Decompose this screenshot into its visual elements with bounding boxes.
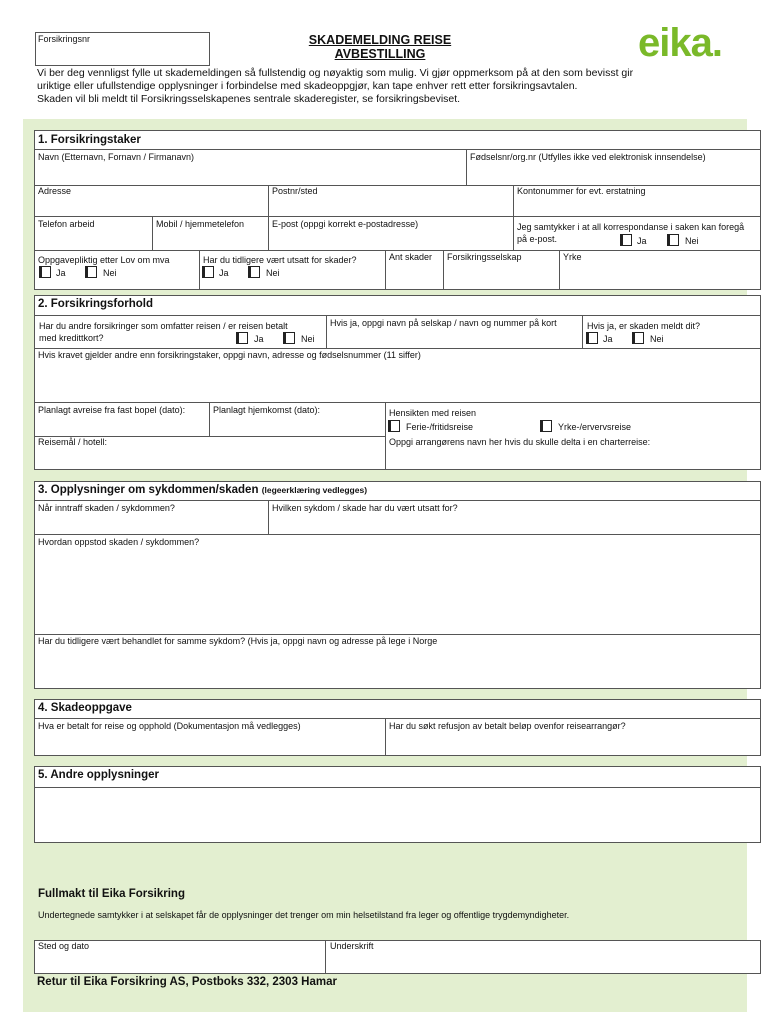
section-3-title-note: (legeerklæring vedlegges) xyxy=(261,485,368,495)
postal-label: Postnr/sted xyxy=(272,186,318,196)
organizer-field[interactable] xyxy=(386,448,760,469)
form-title-line1: SKADEMELDING REISE xyxy=(308,33,452,47)
departure-label: Planlagt avreise fra fast bopel (dato): xyxy=(38,405,186,415)
vat-label: Oppgavepliktig etter Lov om mva xyxy=(38,255,170,265)
other-insurance-no-label: Nei xyxy=(301,334,315,344)
paid-field[interactable] xyxy=(35,732,384,755)
destination-field[interactable] xyxy=(35,448,384,469)
account-label: Kontonummer for evt. erstatning xyxy=(517,186,646,196)
email-consent-no-checkbox[interactable] xyxy=(667,234,679,246)
return-field[interactable] xyxy=(210,416,384,435)
what-label: Hvilken sykdom / skade har du vært utsatt for? xyxy=(272,503,458,513)
destination-label: Reisemål / hotell: xyxy=(38,437,108,447)
business-trip-label: Yrke-/ervervsreise xyxy=(558,422,632,432)
vat-no-label: Nei xyxy=(103,268,117,278)
refund-label: Har du søkt refusjon av betalt beløp ovenfor reisearrangør? xyxy=(389,721,626,731)
email-consent-no-label: Nei xyxy=(685,236,699,246)
num-damages-field[interactable] xyxy=(386,263,442,289)
when-field[interactable] xyxy=(35,514,267,533)
other-insurance-no-checkbox[interactable] xyxy=(283,332,295,344)
address-label: Adresse xyxy=(38,186,72,196)
address-field[interactable] xyxy=(35,197,267,215)
other-insurance-yes-checkbox[interactable] xyxy=(236,332,248,344)
section-3-title-text: 3. Opplysninger om sykdommen/skaden xyxy=(38,484,259,496)
phone-work-label: Telefon arbeid xyxy=(38,219,95,229)
type-label: Yrke xyxy=(563,252,582,262)
other-insurance-yes-label: Ja xyxy=(254,334,264,344)
signature-field[interactable] xyxy=(326,952,760,973)
what-field[interactable] xyxy=(269,514,760,533)
reported-yes-checkbox[interactable] xyxy=(586,332,598,344)
postal-field[interactable] xyxy=(269,197,512,215)
other-insurance-company-label: Hvis ja, oppgi navn på selskap / navn og nummer på kort xyxy=(330,318,557,328)
section-5-title: 5. Andre opplysninger xyxy=(38,769,159,781)
email-field[interactable] xyxy=(269,230,512,249)
refund-field[interactable] xyxy=(386,732,760,755)
section-1-title: 1. Forsikringstaker xyxy=(38,134,141,146)
reported-no-checkbox[interactable] xyxy=(632,332,644,344)
vat-no-checkbox[interactable] xyxy=(85,266,97,278)
how-label: Hvordan oppstod skaden / sykdommen? xyxy=(38,537,200,547)
email-consent-label: Jeg samtykker i at all korrespondanse i saken kan foregå på e-post. xyxy=(517,222,745,244)
form-title xyxy=(290,33,470,61)
policy-number-label: Forsikringsnr xyxy=(38,34,91,44)
authorization-text: Undertegnede samtykker i at selskapet får de opplysninger det trenger om min helsetilstand fra leger og offentlige trygdemyndigheter. xyxy=(38,910,570,920)
return-label: Planlagt hjemkomst (dato): xyxy=(213,405,321,415)
other-info-field[interactable] xyxy=(35,788,760,842)
insurer-field[interactable] xyxy=(444,263,558,289)
vat-yes-checkbox[interactable] xyxy=(39,266,51,278)
mobile-label: Mobil / hjemmetelefon xyxy=(156,219,245,229)
eika-logo: eika. xyxy=(638,21,722,65)
organizer-label: Oppgi arrangørens navn her hvis du skulle delta i en charterreise: xyxy=(389,437,651,447)
reported-no-label: Nei xyxy=(650,334,664,344)
form-title-line2: AVBESTILLING xyxy=(334,47,426,61)
other-insurance-company-field[interactable] xyxy=(327,329,581,347)
other-insurance-label: Har du andre forsikringer som omfatter reisen / er reisen betalt med kredittkort? xyxy=(39,321,288,343)
how-field[interactable] xyxy=(35,548,760,633)
leisure-trip-label: Ferie-/fritidsreise xyxy=(406,422,474,432)
prev-treated-field[interactable] xyxy=(35,648,760,688)
place-date-field[interactable] xyxy=(35,952,324,973)
name-label: Navn (Etternavn, Fornavn / Firmanavn) xyxy=(38,152,195,162)
place-date-label: Sted og dato xyxy=(38,941,90,951)
trip-purpose-label: Hensikten med reisen xyxy=(389,408,477,418)
ssn-field[interactable] xyxy=(467,163,760,184)
type-field[interactable] xyxy=(560,263,760,289)
prev-damage-no-label: Nei xyxy=(266,268,280,278)
num-damages-label: Ant skader xyxy=(389,252,433,262)
section-3-title xyxy=(38,483,367,497)
vat-yes-label: Ja xyxy=(56,268,66,278)
account-field[interactable] xyxy=(514,197,760,215)
when-label: Når inntraff skaden / sykdommen? xyxy=(38,503,175,513)
intro-line-2: uriktige eller ufullstendige opplysninger i forbindelse med skadeoppgjør, kan tape enhver rett etter forsikringsavtalen. xyxy=(37,80,578,92)
prev-damage-no-checkbox[interactable] xyxy=(248,266,260,278)
intro-line-1: Vi ber deg vennligst fylle ut skademeldingen så fullstendig og nøyaktig som mulig. Vi gjør oppmerksom på at den som bevisst gir xyxy=(37,67,634,79)
intro-text xyxy=(37,67,633,106)
prev-damage-label: Har du tidligere vært utsatt for skader? xyxy=(203,255,357,265)
leisure-trip-checkbox[interactable] xyxy=(388,420,400,432)
signature-label: Underskrift xyxy=(330,941,374,951)
email-consent-yes-checkbox[interactable] xyxy=(620,234,632,246)
name-field[interactable] xyxy=(35,163,465,184)
section-2-title: 2. Forsikringsforhold xyxy=(38,298,154,310)
reported-label: Hvis ja, er skaden meldt dit? xyxy=(587,321,701,331)
paid-label: Hva er betalt for reise og opphold (Dokumentasjon må vedlegges) xyxy=(38,721,301,731)
return-address: Retur til Eika Forsikring AS, Postboks 332, 2303 Hamar xyxy=(37,976,337,988)
intro-line-3: Skaden vil bli meldt til Forsikringsselskapenes sentrale skaderegister, se forsikringsbeviset. xyxy=(37,93,461,105)
prev-damage-yes-checkbox[interactable] xyxy=(202,266,214,278)
reported-yes-label: Ja xyxy=(603,334,613,344)
ssn-label: Fødselsnr/org.nr (Utfylles ikke ved elektronisk innsendelse) xyxy=(470,152,706,162)
insurer-label: Forsikringsselskap xyxy=(447,252,522,262)
phone-work-field[interactable] xyxy=(35,230,151,249)
section-4-title: 4. Skadeoppgave xyxy=(38,702,132,714)
mobile-field[interactable] xyxy=(153,230,267,249)
prev-damage-yes-label: Ja xyxy=(219,268,229,278)
claimant-field[interactable] xyxy=(35,362,760,401)
email-label: E-post (oppgi korrekt e-postadresse) xyxy=(272,219,419,229)
authorization-title: Fullmakt til Eika Forsikring xyxy=(38,888,185,900)
prev-treated-label: Har du tidligere vært behandlet for samme sykdom? (Hvis ja, oppgi navn og adresse på lege i Norge xyxy=(38,636,438,646)
departure-field[interactable] xyxy=(35,416,208,435)
business-trip-checkbox[interactable] xyxy=(540,420,552,432)
email-consent-yes-label: Ja xyxy=(637,236,647,246)
claimant-label: Hvis kravet gjelder andre enn forsikringstaker, oppgi navn, adresse og fødselsnummer (11 siffer) xyxy=(38,350,421,360)
